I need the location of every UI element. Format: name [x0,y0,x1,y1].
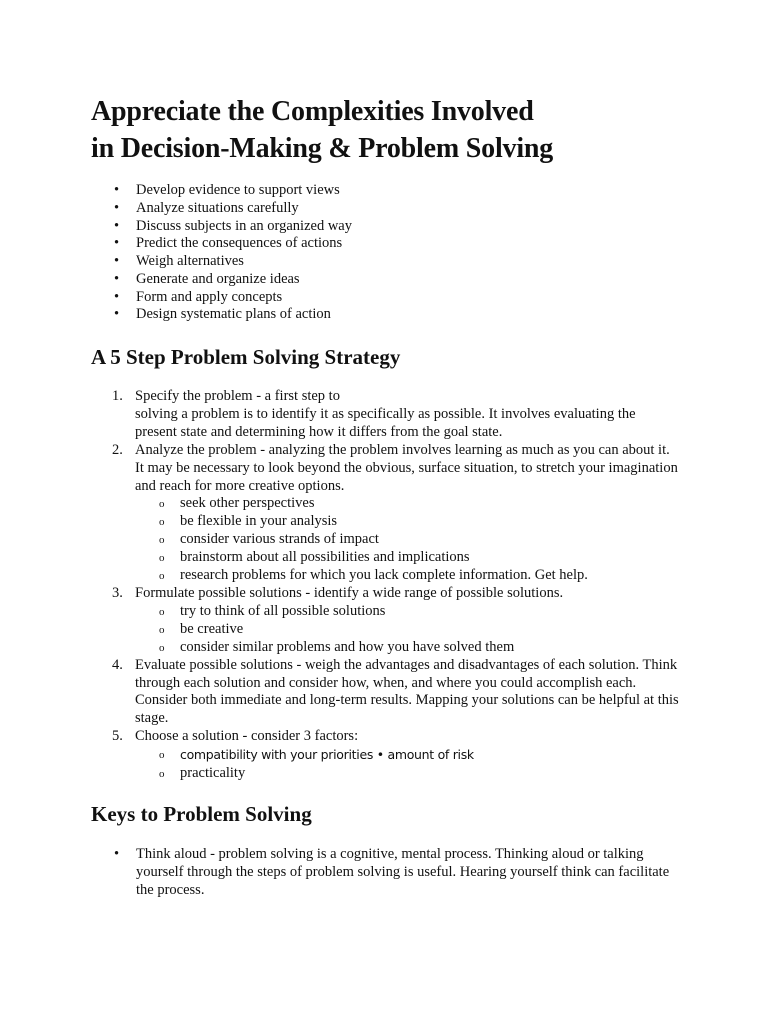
skills-list-item: • Form and apply concepts [0,289,352,307]
strategy-heading: A 5 Step Problem Solving Strategy [91,345,401,369]
strategy-step [0,728,680,783]
step-text: Evaluate possible solutions - weigh the advantages and disadvantages of each solution. Think through each solution and consider how, when, and where you could accomplish each. Consider both immediate and long-term results. Mapping your solutions can be helpful at this stage. [135,656,679,727]
step-number: 5. [112,728,123,745]
step-sub-item: o brainstorm about all possibilities and implications [135,549,680,567]
skills-list-item: • Weigh alternatives [0,253,352,271]
step-number: 1. [112,388,123,404]
skills-list-item: • Develop evidence to support views [0,182,352,200]
page-title-line-2: in Decision-Making & Problem Solving [91,133,554,164]
skills-list [0,182,352,324]
step-sub-item: o practicality [135,765,680,783]
step-number: 4. [112,656,123,673]
step-number: 2. [112,441,123,458]
step-sub-item: o consider similar problems and how you have solved them [135,639,680,657]
step-sub-item: o be flexible in your analysis [135,513,680,531]
step-sub-item: o try to think of all possible solutions [135,603,680,621]
skills-list-item: • Analyze situations carefully [0,200,352,218]
step-sub-list [135,603,680,657]
skills-list-item: • Design systematic plans of action [0,306,352,324]
skills-list-item: • Predict the consequences of actions [0,235,352,253]
step-sub-item: o research problems for which you lack complete information. Get help. [135,567,680,585]
step-text: Choose a solution - consider 3 factors: [135,728,359,745]
step-sub-list [135,746,680,783]
step-sub-item: o be creative [135,621,680,639]
strategy-steps-list [0,388,680,783]
strategy-step [0,657,680,729]
keys-heading: Keys to Problem Solving [91,802,312,826]
strategy-step [0,388,680,442]
step-text: Analyze the problem - analyzing the problem involves learning as much as you can about it. It may be necessary to look beyond the obvious, surface situation, to stretch your imagination and reach for more creative options. [135,441,678,494]
skills-list-item: • Generate and organize ideas [0,271,352,289]
step-sub-item: o seek other perspectives [135,495,680,513]
page-title-line-1: Appreciate the Complexities Involved [91,96,534,127]
step-text: Specify the problem - a first step to solving a problem is to identify it as specifically as possible. It involves evaluating the present state and determining how it differs from the goal state. [135,388,636,440]
keys-list-item: • Think aloud - problem solving is a cognitive, mental process. Thinking aloud or talking yourself through the steps of problem solving is useful. Hearing yourself think can facilitate the process. [0,845,681,899]
page-title [91,93,553,167]
step-text: Formulate possible solutions - identify a wide range of possible solutions. [135,584,564,601]
step-sub-item: o consider various strands of impact [135,531,680,549]
strategy-step [0,585,680,657]
skills-list-item: • Discuss subjects in an organized way [0,218,352,236]
keys-list [0,845,681,899]
step-number: 3. [112,584,123,601]
step-sub-item: o compatibility with your priorities • amount of risk [135,746,680,765]
step-sub-list [135,495,680,585]
strategy-step [0,442,680,585]
